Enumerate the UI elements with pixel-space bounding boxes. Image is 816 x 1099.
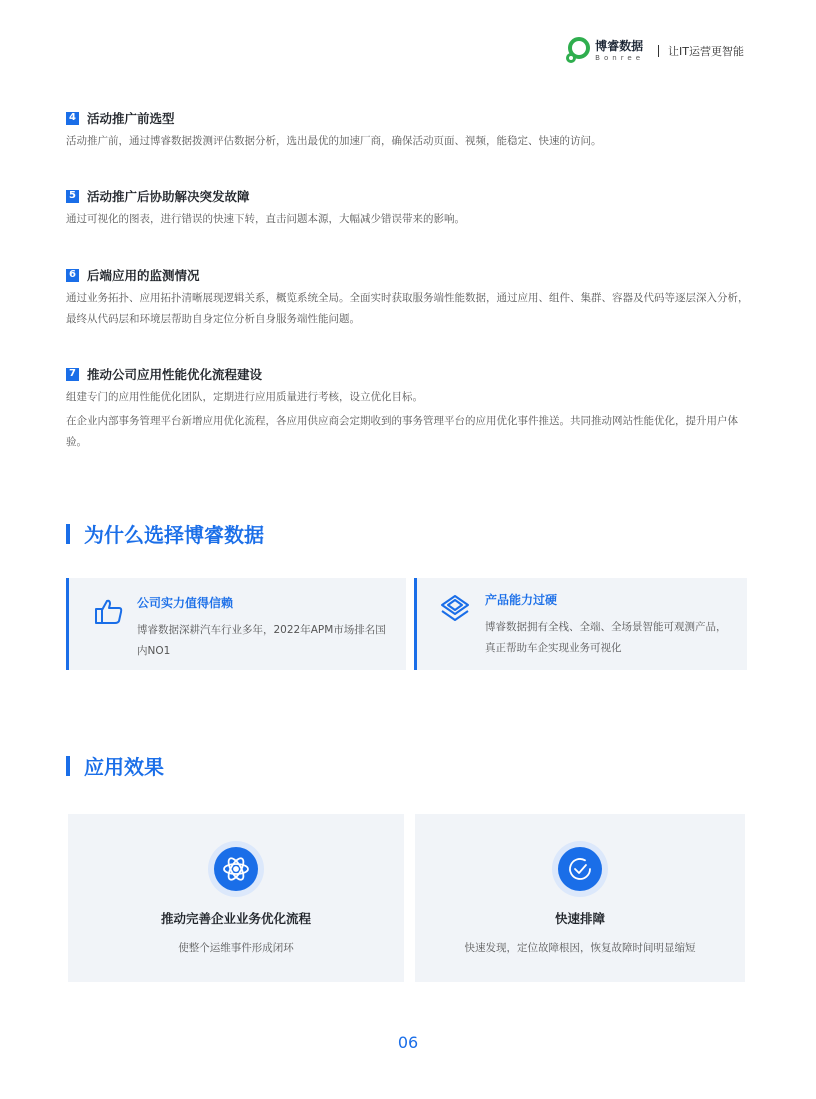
- card-description: 使整个运维事件形成闭环: [178, 942, 294, 954]
- effect-heading: [66, 751, 164, 780]
- logo-name: 博睿数据: [595, 39, 644, 53]
- page-number: 06: [397, 1033, 419, 1052]
- item-number-badge: 4: [66, 112, 79, 125]
- item-title: 推动公司应用性能优化流程建设: [87, 367, 263, 382]
- item-title: 后端应用的监测情况: [87, 268, 200, 283]
- item-number-badge: 6: [66, 269, 79, 282]
- item-body: 通过可视化的图表，进行错误的快速下转，直击问题本源，大幅减少错误带来的影响。: [66, 213, 465, 225]
- atom-icon: [214, 847, 258, 891]
- section-title: 应用效果: [84, 755, 164, 779]
- logo-english: Bonree: [595, 54, 645, 62]
- item-title: 活动推广前选型: [87, 111, 175, 126]
- card-description: 快速发现，定位故障根因，恢复故障时间明显缩短: [464, 942, 696, 954]
- card-title: 公司实力值得信赖: [137, 596, 234, 610]
- page-header: [563, 36, 744, 66]
- layers-icon: [439, 592, 471, 624]
- card-title: 推动完善企业业务优化流程: [160, 911, 311, 926]
- card-description: 博睿数据拥有全栈、全端、全场景智能可观测产品，真正帮助车企实现业务可视化: [485, 621, 727, 654]
- item-title: 活动推广后协助解决突发故障: [87, 189, 250, 204]
- effect-card-troubleshoot: [415, 814, 745, 982]
- header-divider: [658, 45, 659, 57]
- item-number-badge: 5: [66, 190, 79, 203]
- thumbs-up-icon: [93, 596, 125, 628]
- item-7: [66, 365, 750, 453]
- why-heading: [66, 519, 264, 548]
- bonree-logo-icon: [563, 37, 591, 65]
- icon-halo: [208, 841, 264, 897]
- item-body: 组建专门的应用性能优化团队，定期进行应用质量进行考核，设立优化目标。: [66, 391, 423, 403]
- icon-halo: [552, 841, 608, 897]
- card-title: 产品能力过硬: [485, 593, 558, 607]
- why-card-product: [414, 578, 747, 670]
- item-6: [66, 266, 750, 330]
- item-body: 通过业务拓扑、应用拓扑清晰展现逻辑关系，概览系统全局。全面实时获取服务端性能数据，通过应用、组件、集群、容器及代码等逐层深入分析，最终从代码层和环境层帮助自身定位分析自身服务端性能问题。: [66, 292, 749, 325]
- check-circle-icon: [558, 847, 602, 891]
- logo-text: [595, 40, 644, 62]
- item-body: 在企业内部事务管理平台新增应用优化流程，各应用供应商会定期收到的事务管理平台的应用优化事件推送。共同推动网站性能优化，提升用户体验。: [66, 415, 738, 448]
- card-description: 博睿数据深耕汽车行业多年，2022年APM市场排名国内NO1: [137, 624, 386, 657]
- slogan: 让IT运营更智能: [668, 45, 744, 58]
- heading-bar: [66, 524, 70, 544]
- heading-bar: [66, 756, 70, 776]
- effect-card-process: [68, 814, 404, 982]
- item-number-badge: 7: [66, 368, 79, 381]
- why-card-trust: [66, 578, 406, 670]
- item-body: 活动推广前，通过博睿数据拨测评估数据分析，选出最优的加速厂商，确保活动页面、视频，能稳定、快速的访问。: [66, 135, 602, 147]
- card-title: 快速排障: [554, 911, 605, 926]
- section-title: 为什么选择博睿数据: [84, 523, 264, 547]
- item-4: [66, 109, 750, 152]
- item-5: [66, 187, 750, 230]
